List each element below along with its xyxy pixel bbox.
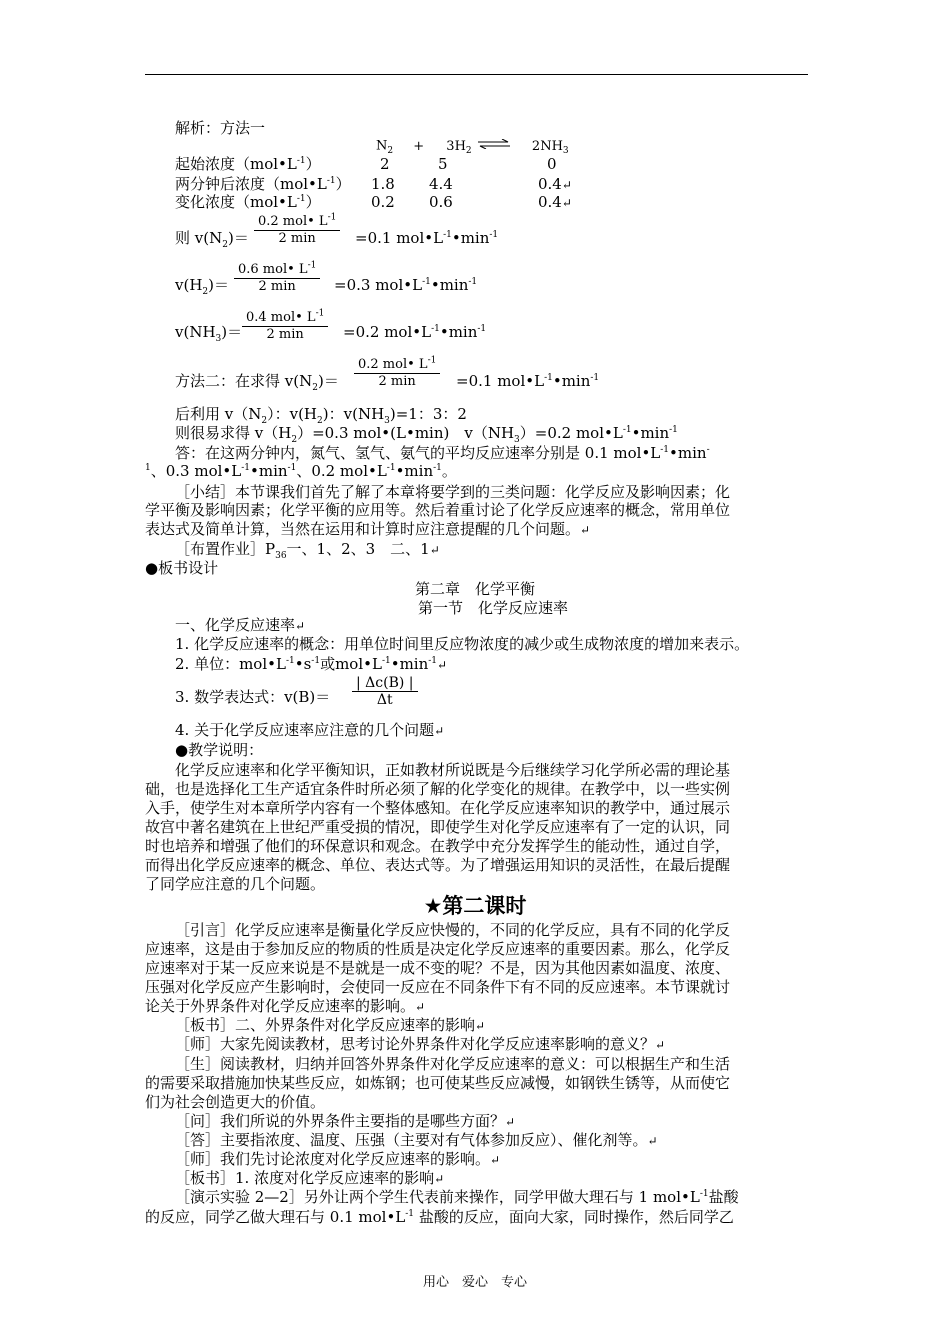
teaching-notes-title: ●教学说明： [175,741,264,759]
row-initial-nh3: 0 [547,155,557,173]
intro-line: ［引言］化学反应速率是衡量化学反应快慢的，不同的化学反应，具有不同的化学反 [175,921,731,939]
teaching-line: 而得出化学反应速率的概念、单位、表达式等。为了增强运用知识的灵活性，在最后提醒 [145,856,731,874]
summary-line1: ［小结］本节课我们首先了解了本章将要学到的三类问题：化学反应及影响因素；化 [175,483,731,501]
student-line: 的需要采取措施加快某些反应，如炼钢；也可使某些反应减慢，如钢铁生锈等，从而使它 [145,1074,731,1092]
rate3-label: $v(NH_3)=$ [175,323,243,344]
teaching-line: 了同学应注意的几个问题。 [145,875,326,893]
answer-line2: $^1$、0.3 $mol•L^{-1}•\min^{-1}$、0.2 $mol•L^{-1}•\min^{-1}$。 [145,462,457,480]
page-footer: 用心 爱心 专心 [422,1275,527,1290]
teaching-line: 化学反应速率和化学平衡知识，正如教材所说既是今后继续学习化学所必需的理论基 [175,761,731,779]
homework-line: ［布置作业$]P_{36}$一、1、2、3 二、1↵ [175,540,440,561]
equilibrium-arrow-icon [476,137,512,155]
rate3-result: =0.2 $mol•L^{-1}•\min^{-1}$ [343,323,487,341]
header-rule [145,74,808,75]
row-after-h2: 4.4 [429,175,453,193]
summary-line2: 学平衡及影响因素；化学平衡的应用等。然后着重讨论了化学反应速率的概念，常用单位 [145,501,731,519]
rate2-result: =0.3 $mol•L^{-1}•\min^{-1}$ [334,276,478,294]
demo-line1: ［演示实验 2—2］另外让两个学生代表前来操作，同学甲做大理石与 1 $mol•L^{-1}$盐酸 [175,1188,739,1206]
chapter-title: 第二章 化学平衡 [414,580,535,598]
question-line: ［问］我们所说的外界条件主要指的是哪些方面？↵ [175,1112,516,1130]
board-item0: 一、化学反应速率↵ [175,616,306,634]
section-title: 第一节 化学反应速率 [417,599,568,617]
rate2-fraction: 0.6 mol• $L^{-1}$ 2 min [234,262,320,295]
method2-fraction: 0.2 mol• $L^{-1}$ 2 min [354,357,440,390]
row-after: 两分钟后浓度$(mol•L^{-1})$ [175,175,351,193]
student-line: ［生］阅读教材，归纳并回答外界条件对化学反应速率的意义：可以根据生产和生活 [175,1055,731,1073]
row-change: 变化浓度$(mol•L^{-1})$ [175,193,321,211]
method2-result: =0.1 $mol•L^{-1}•\min^{-1}$ [456,372,600,390]
rate1-result: =0.1 $mol•L^{-1}•\min^{-1}$ [355,229,499,247]
row-after-nh3: 0.4↵ [538,175,572,193]
row-initial: 起始浓度$(mol•L^{-1})$ [175,155,321,173]
method2-label: 方法二：在求得 $v(N_2)=$ [175,372,339,393]
board-design-title: ●板书设计 [145,559,219,577]
board3-line: ［板书］1. 浓度对化学反应速率的影响↵ [175,1169,445,1187]
rate1-fraction: 0.2 mol• $L^{-1}$ 2 min [254,214,340,247]
rate2-label: $v(H_2)=$ [175,276,230,297]
ratio-line: 后利用 $v(N_2)$：$v(H_2)$：$v(NH_3)=1$：3：2 [175,405,467,426]
row-initial-h2: 5 [438,155,448,173]
reaction-equation: $N_2 + 3H_2$ $2NH_3$ [376,138,569,157]
analysis-title: 解析：方法一 [175,119,266,137]
teaching-line: 入手，使学生对本章所学内容有一个整体感知。在化学反应速率知识的教学中，通过展示 [145,799,731,817]
intro-line: 应速率对于某一反应来说是不是就是一成不变的呢？不是，因为其他因素如温度、浓度、 [145,959,731,977]
board2-line: ［板书］二、外界条件对化学反应速率的影响↵ [175,1016,486,1034]
board-item2: 2. 单位：$mol•L^{-1}•s^{-1}$或$mol•L^{-1}•\min^{-1}↵$ [175,655,448,673]
rate1-label: 则 $v(N_2)=$ [175,229,249,250]
teaching-line: 础，也是选择化工生产适宜条件时所必须了解的化学变化的规律。在教学中，以一些实例 [145,780,731,798]
row-change-h2: 0.6 [429,193,453,211]
row-change-nh3: 0.4↵ [538,193,572,211]
student-line: 们为社会创造更大的价值。 [145,1093,326,1111]
answer-line: ［答］主要指浓度、温度、压强（主要对有气体参加反应）、催化剂等。↵ [175,1131,658,1149]
row-after-n2: 1.8 [371,175,395,193]
lesson2-heading: ★第二课时 [423,894,527,918]
teaching-line: 时也培养和增强了他们的环保意识和观念。在教学中充分发挥学生的能动性，通过自学， [145,837,731,855]
row-change-n2: 0.2 [371,193,395,211]
teacher2-line: ［师］我们先讨论浓度对化学反应速率的影响。↵ [175,1150,501,1168]
intro-line: 应速率，这是由于参加反应的物质的性质是决定化学反应速率的重要因素。那么，化学反 [145,940,731,958]
summary-line3: 表达式及简单计算，当然在运用和计算时应注意提醒的几个问题。↵ [145,520,591,538]
rate3-fraction: 0.4 mol• $L^{-1}$ 2 min [242,310,328,343]
intro-line: 论关于外界条件对化学反应速率的影响。↵ [145,997,426,1015]
teacher1-line: ［师］大家先阅读教材，思考讨论外界条件对化学反应速率影响的意义？↵ [175,1035,666,1053]
rate-formula-fraction: $\frac{| \Delta c(B) |}{\Delta t}$ [352,675,418,708]
intro-line: 压强对化学反应产生影响时，会使同一反应在不同条件下有不同的反应速率。本节课就讨 [145,978,731,996]
demo-line2: 的反应，同学乙做大理石与 0.1 $mol•L^{-1}$ 盐酸的反应，面向大家，同时操作，然后同学乙 [145,1208,734,1226]
teaching-line: 故宫中著名建筑在上世纪严重受损的情况，即使学生对化学反应速率有了一定的认识，同 [145,818,731,836]
board-item1: 1. 化学反应速率的概念：用单位时间里反应物浓度的减少或生成物浓度的增加来表示。 [175,635,750,653]
board-item3: 3. 数学表达式：v(B)＝ [175,688,331,706]
board-item4: 4. 关于化学反应速率应注意的几个问题↵ [175,721,445,739]
answer-line1: 答：在这两分钟内，氮气、氢气、氨气的平均反应速率分别是 0.1 $mol•L^{-1}•\min^-$ [175,444,710,462]
row-initial-n2: 2 [380,155,390,173]
easy-line: 则很易求得 $v(H_2)=0.3$ mol•(L•min) $v(NH_3)=0.2$ $mol•L^{-1}•\min^{-1}$ [175,424,678,445]
